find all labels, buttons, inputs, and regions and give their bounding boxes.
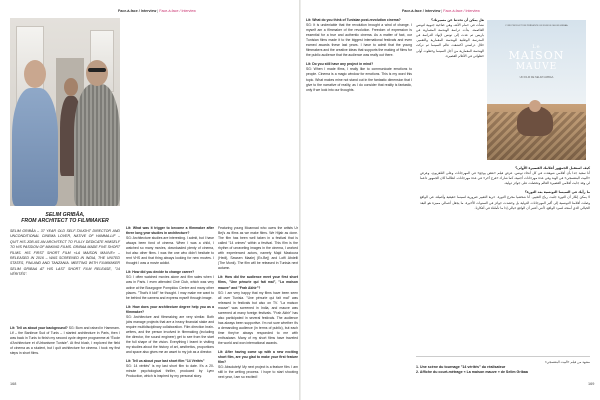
arabic-question: كيف استقبل الجمهور أفلامك القصيرة الأولى؟ <box>515 166 590 170</box>
caption-line-1: 1. Une scène du tournage "14 vérités" du réalisateur <box>416 364 506 369</box>
photo-glasses <box>88 68 106 72</box>
arabic-answer: أنا سعيد جدا بأن أفلامي شوهدت في كل أنحاء تونس. عرض فيلم «نقص يوجع» في المهرجانات وعلى التلفزيون، وعرض «البيت البنفسجي» في الهند وفي عدة مهرجانات أجنبية، كما شارك «فرح آخر» في عدة مهرجانات. لطالما كان الجمهور داعما لي وقد جابت أفلامي القصيرة العالم وتحصلت على جوائز دولية. <box>420 171 590 186</box>
qa-block <box>126 270 214 300</box>
article-title <box>10 212 120 225</box>
photo-caption <box>416 356 590 375</box>
poster-credits: LYNX PRODUCTION PRÉSENTE UN FILM DE SELIM GRIBAA <box>505 25 568 27</box>
qa-block <box>218 275 298 346</box>
interview-column-3 <box>218 226 298 384</box>
interview-answer: SG: I am very happy that my films have been seen all over Tunisia. "Une pénurie qui fait mal" was released in festivals but also on TV. "La maison mauve" was screened in India, and mauve was screened at many foreign festivals. "Frah Akhir" has also participated in several festivals. The audience has always been supportive. I'm not sure whether it's a demanding audience (in terms of public), but each time they've always responded to me with enthusiasm. Many of my short films have traveled the world and won international awards. <box>218 290 298 346</box>
interview-question: Lit: How did the audience meet your first short films, "Une pénurie qui fait mal", "La maison mauve" and "Frah Akhir"? <box>218 275 298 290</box>
qa-block <box>218 226 298 271</box>
interview-question: Lit: Do you still have any project in mind? <box>306 62 374 67</box>
qa-block <box>306 18 412 58</box>
article-title-tagline: FROM ARCHITECT TO FILMMAKER <box>21 218 109 225</box>
intro-question: Lit: Tell us about your background? <box>10 326 68 330</box>
right-running-head-subsection: Face-à-face / Interview <box>443 9 480 13</box>
qa-block <box>126 305 214 355</box>
interview-answer: SG: Architecture and filmmaking are very similar. Both jobs manage projects that are a heavy financial stake and require multidisciplinary collaboration. Film direction brain-writers, and the person involved in filmmaking (including the director, the sound engineer) get to see from the start the full shape of the vision. Everything I learnt in visiting my studies about the history of art, aesthetics, proportions and space also gives me an asset to my job as a director. <box>126 314 214 355</box>
photo-person-right-head <box>86 60 108 86</box>
arabic-question: ما رأيك في السينما التونسية بعد الثورة؟ <box>524 190 590 195</box>
qa-block <box>420 166 590 186</box>
interview-question: Lit: What do you think of Tunisian post-revolution cinema? <box>306 18 401 22</box>
arabic-answer: نشأت في حمام الأنف وهي ضاحية جنوبية لتونس العاصمة. بدأت دراسة الهندسة المعمارية في باريس ثم عدت إلى تونس لإنهاء الدراسة في المدرسة الوطنية للهندسة المعمارية والتعمير. خلال دراستي اكتشفت عالم السينما ثم تركت الهندسة المعمارية من أجل السينما وخطوت أولى خطواتي في الأفلام القصيرة. <box>416 23 484 58</box>
poster-subtitle: UN FILM DE SELIM GRIBAA <box>519 76 554 79</box>
right-page-number: 169 <box>588 382 595 386</box>
photo-person-left-head <box>24 60 46 88</box>
article-title-name: SELIM GRIBÂA, <box>45 212 85 218</box>
interview-question: Lit: After having come up with a new exciting short film, are you glad to make your first feature film? <box>218 350 298 365</box>
left-running-head-section: Face-à-face / Interview <box>118 9 157 13</box>
qa-block <box>420 190 590 210</box>
article-intro: SELIM GRIBÂA – 37 YEAR OLD SELF-TAUGHT DIRECTOR AND UNCONDITIONAL CINEMA LOVER, NATIVE OF HAMMA-LIF – QUIT HIS JOB AS AN ARCHITECT TO FULLY DEDICATE HIMSELF TO HIS PASSION OF MAKING FILMS. GRIBAA MADE FIVE SHORT FILMS. HIS FIRST SHORT FILM «LA MAISON MAUVE» – RELEASED IN 2016 – WAS SCREENED IN INDIA, THE UNITED STATES, FINLAND AND TANZANIA. MEETING WITH FILMMAKER SELIM GRIBAA AT HIS LAST SHORT FILM RELEASE, "14 VÉRITÉS". <box>10 229 120 277</box>
poster-title-sub: MAUVE <box>515 62 558 72</box>
intro-question-block <box>10 326 120 357</box>
interview-question: Lit: Tell us about your last short film "14 Vérités" <box>126 359 205 364</box>
film-poster <box>487 20 586 160</box>
interview-answer: SG: 14 vérités" is my last short film to date. It's a 20-minute psychological thriller, produced by Lynx Production, which is inspired by my personal story. <box>126 364 214 379</box>
arabic-column-top <box>416 18 484 63</box>
interview-answer: SG: It is undeniable that the revolution brought a wind of change. I myself am a filmmaker of the revolution. Freedom of expression is essential for a true and authentic cinema. As a matter of fact, our Tunisian films made it to the biggest international festivals and even earned awards these last years. I have to admit that the young filmmakers and the creative ideas that supports the making of films for the public audience that the audience was really out there. <box>306 23 412 58</box>
qa-block <box>306 62 412 92</box>
interview-answer: Featuring young Moannad who owns the artists Ur Bej's as films as we make films. We Hijab as done. The film has been well taken in a festival that is called "14 crimes" within a festival. This film is the rhythm of unraveling images in the cinema, I worked with experienced actors, namely Majd Mastoura (Hedi), Sawsen Maalej (Ex-Bej) and Lotfi Abdelli (The Monk). The film will be released in Tunisia next autumn. <box>218 226 298 271</box>
interview-answer: SG: I often watched movies alone and film sales when I was in Paris. I even attended Ciné Club, which was very active at the Bourgogne Pompidou Centre and many other places. "That's it kid!" he thought. I may make me want to be behind the camera and express myself through image. <box>126 275 214 300</box>
right-running-head-section: Face-à-face / Interview <box>402 9 441 13</box>
qa-block <box>218 350 298 380</box>
photo-person-middle-head <box>64 78 78 96</box>
interview-answer: SG: When I made films, I really like to communicate emotions to people. Cinema is a magic window for emotions. This is my word this topic. What makes mine not stand out in the fantastic dimension that I give to the narrative of reality, as I do consider that reality is fantastic, only if we look into our thoughts. <box>306 67 412 92</box>
photo-person-right <box>74 84 120 206</box>
left-running-head-subsection: Face-à-face / Interview <box>159 9 196 13</box>
arabic-answer: لا يمكن إنكار أن الثورة جلبت رياح التغيير. أنا شخصيا مخرج الثورة. حرية التعبير ضرورية لسينما حقيقية وأصيلة. في الواقع وصلت أفلامنا التونسية إلى أكبر المهرجانات الدولية بل وحصدت جوائز في السنوات الأخيرة. ما يجعل أعمالي مميزة هو البعد الخيالي الذي أمنحه لسرد الواقع، لأنني أعتبر أن الواقع خيالي إذا ما تأملناه في أفكارنا. <box>420 195 590 210</box>
left-running-head: Face-à-face / Interview | Face-à-face / Interview <box>118 9 196 13</box>
intro-answer: SG: Born and raised in Hammam-Lif – the Banlieue Sud of Tunis – I started architecture in Paris, then I was back in Tunis to finish my second cycle degree programme at "École d'Architecture et d'Urbanisme Tunisie". At first blush, I explored the field of cinema as a student, but I quit architecture for cinema. I took my first steps in short films. <box>10 326 120 356</box>
photo-person-left <box>12 88 58 206</box>
qa-block <box>416 18 484 59</box>
left-page-number: 168 <box>10 382 17 386</box>
poster-title-article: Le <box>532 44 541 50</box>
qa-block <box>126 226 214 266</box>
right-running-head: Face-à-face / Interview | Face-à-face / Interview <box>402 9 480 13</box>
interview-question: Lit: How does your architecture degree help you as a filmmaker? <box>126 304 214 314</box>
interview-column-2 <box>126 226 214 383</box>
interview-answer: SG: Absolutely! My next project is a feature film. I am still in the writing process. I hope to start shooting next year, I am so excited! <box>218 365 298 380</box>
interview-answer: SG: Architecture studies are interesting. I admit, but I have always been fond of cinema. When I was a child, I watched so many movies, downloaded plenty of cinema, but also other films. I was the one who didn't hesitate to rent VHS and that thing always looking for new movies. I thought I was a movie addict. <box>126 236 214 266</box>
interview-question: Lit: What was it trigger to become a filmmaker after three long year studies in architecture? <box>126 226 214 236</box>
qa-block <box>126 359 214 379</box>
arabic-question: هل يمكن أن تحدثنا عن مسيرتك؟ <box>431 18 484 22</box>
left-page <box>0 0 299 400</box>
caption-line-2: 2. Affiche du court-métrage « La maison mauve » de Selim Gribaa <box>416 369 528 374</box>
poster-title-main: MAISON <box>508 49 565 62</box>
poster-title <box>487 44 586 72</box>
interview-question: Lit: How did you decide to change career? <box>126 270 195 275</box>
interview-column-4 <box>306 18 412 97</box>
caption-arabic: مشهد من فيلم «البيت البنفسجي» <box>544 360 590 364</box>
poster-figure-head <box>529 100 541 112</box>
arabic-column-bottom <box>420 166 590 215</box>
interview-photo <box>10 18 120 206</box>
